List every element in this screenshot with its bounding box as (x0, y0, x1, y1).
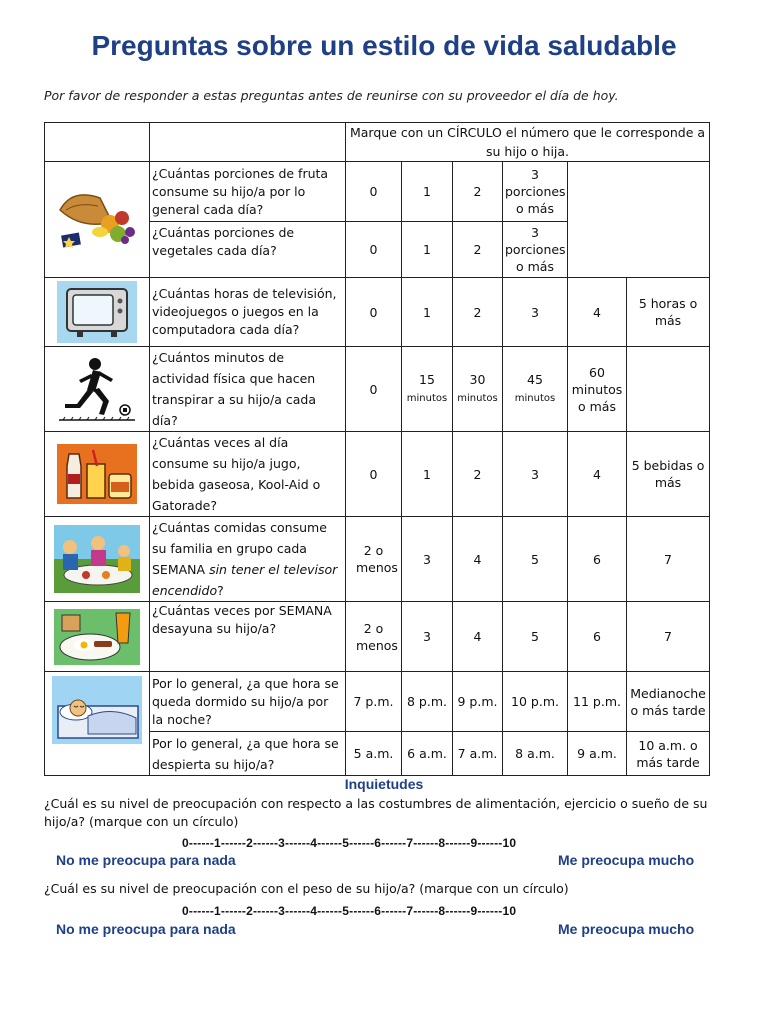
answer-option[interactable]: 6 (568, 517, 627, 602)
answer-option[interactable]: 0 (346, 162, 402, 222)
answer-option[interactable]: 0 (346, 432, 402, 517)
answer-option[interactable]: 1 (402, 222, 453, 278)
answer-option[interactable]: 10 a.m. o más tarde (627, 732, 710, 776)
scale-high-label: Me preocupa mucho (558, 921, 695, 937)
answer-option[interactable]: 8 a.m. (503, 732, 568, 776)
concerns-title: Inquietudes (344, 776, 424, 792)
answer-option[interactable]: 3 (503, 278, 568, 347)
answer-option[interactable]: 15 minutos (402, 347, 453, 432)
answer-option[interactable]: 0 (346, 278, 402, 347)
question-text: ¿Cuántas porciones de vegetales cada día? (150, 222, 346, 278)
running-child-icon (45, 347, 150, 432)
answer-option[interactable]: 5 (503, 602, 568, 672)
question-text: Por lo general, ¿a que hora se despierta su hijo/a? (150, 732, 346, 776)
table-row (45, 278, 710, 347)
answer-option[interactable]: 2 (453, 432, 503, 517)
answer-option[interactable]: 3 porciones o más (503, 162, 568, 222)
answer-option[interactable]: 1 (402, 162, 453, 222)
scale-low-label: No me preocupa para nada (56, 921, 236, 937)
header-row (45, 123, 710, 162)
intro-text: Por favor de responder a estas preguntas antes de reunirse con su proveedor el día de hoy. (44, 88, 619, 103)
answer-option[interactable]: 5 a.m. (346, 732, 402, 776)
answer-option[interactable]: Medianoche o más tarde (627, 672, 710, 732)
answer-option[interactable]: 3 (402, 517, 453, 602)
answer-option[interactable]: 7 p.m. (346, 672, 402, 732)
concern-question-2: ¿Cuál es su nivel de preocupación con el peso de su hijo/a? (marque con un círculo) (44, 881, 569, 896)
answer-option[interactable]: 0 (346, 222, 402, 278)
answer-option[interactable]: 6 a.m. (402, 732, 453, 776)
page-title: Preguntas sobre un estilo de vida saludable (91, 30, 677, 61)
table-row (45, 432, 710, 517)
answer-option[interactable]: 3 (503, 432, 568, 517)
answer-option[interactable]: 9 p.m. (453, 672, 503, 732)
concern-scale-1[interactable]: 0------1------2------3------4------5------6------7------8------9------10 (182, 836, 517, 850)
table-row (45, 347, 710, 432)
family-meal-icon (45, 517, 150, 602)
question-text: ¿Cuántas horas de televisión, videojuegos o juegos en la computadora cada día? (150, 278, 346, 347)
answer-option[interactable]: 2 (453, 222, 503, 278)
answer-option[interactable]: 4 (453, 517, 503, 602)
television-icon (45, 278, 150, 347)
question-text: ¿Cuántos minutos de actividad física que hacen transpirar a su hijo/a cada día? (150, 347, 346, 432)
answer-option[interactable]: 4 (568, 432, 627, 517)
answer-option[interactable]: 9 a.m. (568, 732, 627, 776)
question-text: ¿Cuántas veces por SEMANA desayuna su hijo/a? (150, 602, 346, 672)
answer-option[interactable]: 4 (568, 278, 627, 347)
soda-drinks-icon (45, 432, 150, 517)
answer-option[interactable]: 5 horas o más (627, 278, 710, 347)
answer-option[interactable]: 7 (627, 602, 710, 672)
answer-option[interactable]: 10 p.m. (503, 672, 568, 732)
answer-option[interactable]: 6 (568, 602, 627, 672)
questionnaire-table (44, 122, 710, 776)
breakfast-icon (45, 602, 150, 672)
answer-option[interactable]: 1 (402, 278, 453, 347)
answer-option[interactable]: 7 a.m. (453, 732, 503, 776)
concern-scale-2[interactable]: 0------1------2------3------4------5------6------7------8------9------10 (182, 904, 517, 918)
answer-option[interactable]: 60 minutos o más (568, 347, 627, 432)
answer-option[interactable]: 3 (402, 602, 453, 672)
table-row (45, 517, 710, 602)
table-row (45, 162, 710, 222)
table-row (45, 672, 710, 732)
question-text: Por lo general, ¿a que hora se queda dormido su hijo/a por la noche? (150, 672, 346, 732)
sleeping-child-icon (45, 672, 150, 776)
answer-option[interactable]: 2 o menos (346, 517, 402, 602)
answer-option[interactable]: 45 minutos (503, 347, 568, 432)
table-row (45, 602, 710, 672)
answer-option[interactable]: 2 (453, 162, 503, 222)
answer-option[interactable]: 2 o menos (346, 602, 402, 672)
answer-option[interactable]: 4 (453, 602, 503, 672)
answer-option[interactable]: 11 p.m. (568, 672, 627, 732)
answer-option[interactable]: 1 (402, 432, 453, 517)
scale-high-label: Me preocupa mucho (558, 852, 695, 868)
question-text: ¿Cuántas comidas consume su familia en grupo cada SEMANA sin tener el televisor encendido? (150, 517, 346, 602)
answer-option[interactable]: 8 p.m. (402, 672, 453, 732)
scale-low-label: No me preocupa para nada (56, 852, 236, 868)
answer-option[interactable]: 3 porciones o más (503, 222, 568, 278)
fruit-cornucopia-icon (45, 162, 150, 278)
concern-question-1: ¿Cuál es su nivel de preocupación con respecto a las costumbres de alimentación, ejercicio o sueño de su hijo/a? (marque con un círculo) (44, 796, 708, 829)
answer-option[interactable]: 7 (627, 517, 710, 602)
answer-option[interactable]: 2 (453, 278, 503, 347)
question-text: ¿Cuántas porciones de fruta consume su hijo/a por lo general cada día? (150, 162, 346, 222)
answer-option[interactable]: 0 (346, 347, 402, 432)
answer-option[interactable]: 5 (503, 517, 568, 602)
answer-option[interactable]: 5 bebidas o más (627, 432, 710, 517)
table-header: Marque con un CÍRCULO el número que le corresponde a su hijo o hija. (346, 123, 710, 162)
answer-option[interactable]: 30 minutos (453, 347, 503, 432)
question-text: ¿Cuántas veces al día consume su hijo/a jugo, bebida gaseosa, Kool-Aid o Gatorade? (150, 432, 346, 517)
